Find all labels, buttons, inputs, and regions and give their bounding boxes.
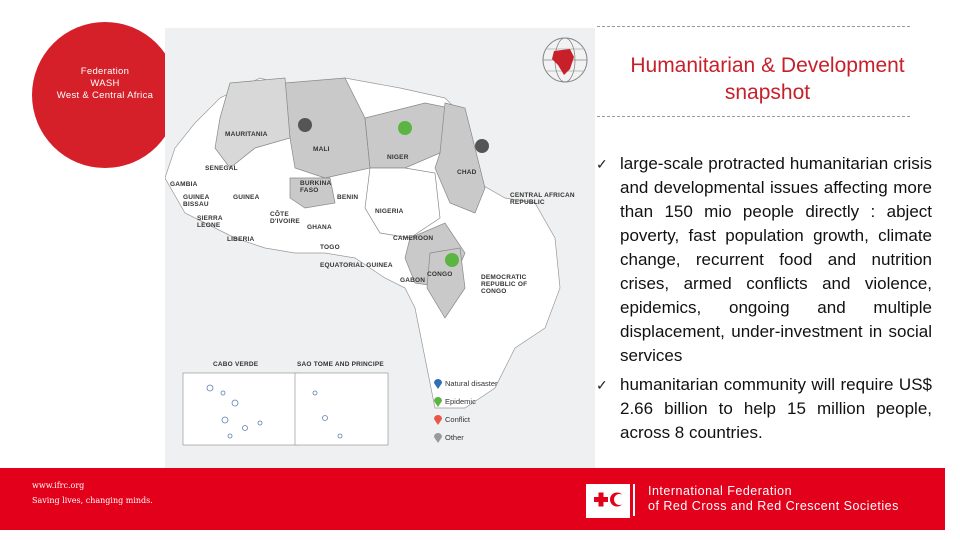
globe-icon [540,35,590,85]
logo-separator [633,484,635,516]
organization-name [648,484,899,514]
red-cross-crescent-icon [587,485,629,517]
bullet-list [596,152,932,450]
map-label-car: CENTRAL AFRICAN REPUBLIC [510,192,575,206]
legend-label: Conflict [445,415,471,424]
badge-line-3: West & Central Africa [56,90,154,101]
bullet-item [596,152,932,368]
map-label-equatorial-guinea: EQUATORIAL GUINEA [320,262,393,269]
pin-epidemic-icon [398,121,412,135]
checkmark-icon: ✓ [596,156,608,172]
pin-other-icon [298,118,312,132]
org-line-2: of Red Cross and Red Crescent Societies [648,499,899,513]
legend-item [445,415,470,424]
map-label-guinea-bissau: GUINEA BISSAU [183,194,210,208]
region-map [165,28,595,468]
map-label-congo: CONGO [427,271,453,278]
map-label-chad: CHAD [457,169,477,176]
footer-tagline: Saving lives, changing minds. [32,496,153,505]
org-line-1: International Federation [648,484,793,498]
title-divider-bottom [597,116,910,117]
legend-item [445,379,498,388]
checkmark-icon: ✓ [596,377,608,393]
map-label-benin: BENIN [337,194,359,201]
map-label-ghana: GHANA [307,224,332,231]
section-badge [32,22,178,168]
footer-left [32,480,153,507]
pin-conflict-icon [433,413,443,425]
red-cross-crescent-logo [586,484,630,518]
map-label-burkina-faso: BURKINA FASO [300,180,332,194]
legend-label: Other [445,433,464,442]
bullet-text: humanitarian community will require US$ 2.66 billion to help 15 million people, across 8 countries. [620,375,932,442]
page-title [600,52,935,106]
map-label-niger: NIGER [387,154,409,161]
badge-line-1: Federation [80,66,130,77]
map-label-drc: DEMOCRATIC REPUBLIC OF CONGO [481,274,528,295]
map-label-cabo-verde: CABO VERDE [213,361,259,368]
legend-item [445,433,464,442]
bullet-text: large-scale protracted humanitarian crisis and developmental issues affecting more than 150 mio people directly : abject poverty, fast population growth, climate change, recurrent food and nutrition crises, armed conflicts and violence, epidemics, ongoing and multiple displacement, under-investment in social services [620,154,932,365]
title-divider-top [597,26,910,27]
map-label-mali: MALI [313,146,330,153]
map-label-liberia: LIBERIA [227,236,255,243]
map-label-sierra-leone: SIERRA LEONE [197,215,223,229]
footer-website-link[interactable]: www.ifrc.org [32,481,85,490]
pin-other-icon [433,431,443,443]
pin-natural-disaster-icon [433,377,443,389]
title-line-1: Humanitarian & Development [630,54,905,77]
map-label-cameroon: CAMEROON [393,235,434,242]
pin-other-icon [475,139,489,153]
pin-epidemic-icon [433,395,443,407]
title-line-2: snapshot [724,81,811,104]
legend-label: Epidemic [445,397,476,406]
map-label-nigeria: NIGERIA [375,208,404,215]
bullet-item [596,373,932,445]
legend-label: Natural disaster [445,379,498,388]
pin-epidemic-icon [445,253,459,267]
map-label-togo: TOGO [320,244,340,251]
map-label-guinea: GUINEA [233,194,260,201]
map-label-sao-tome: SAO TOME AND PRINCIPE [297,361,384,368]
map-label-gambia: GAMBIA [170,181,198,188]
map-svg [165,28,595,468]
map-label-senegal: SENEGAL [205,165,238,172]
map-label-mauritania: MAURITANIA [225,131,268,138]
map-label-cote-divoire: CÔTE D'IVOIRE [270,211,300,225]
legend-item [445,397,476,406]
map-label-gabon: GABON [400,277,426,284]
badge-line-2: WASH [90,78,120,89]
